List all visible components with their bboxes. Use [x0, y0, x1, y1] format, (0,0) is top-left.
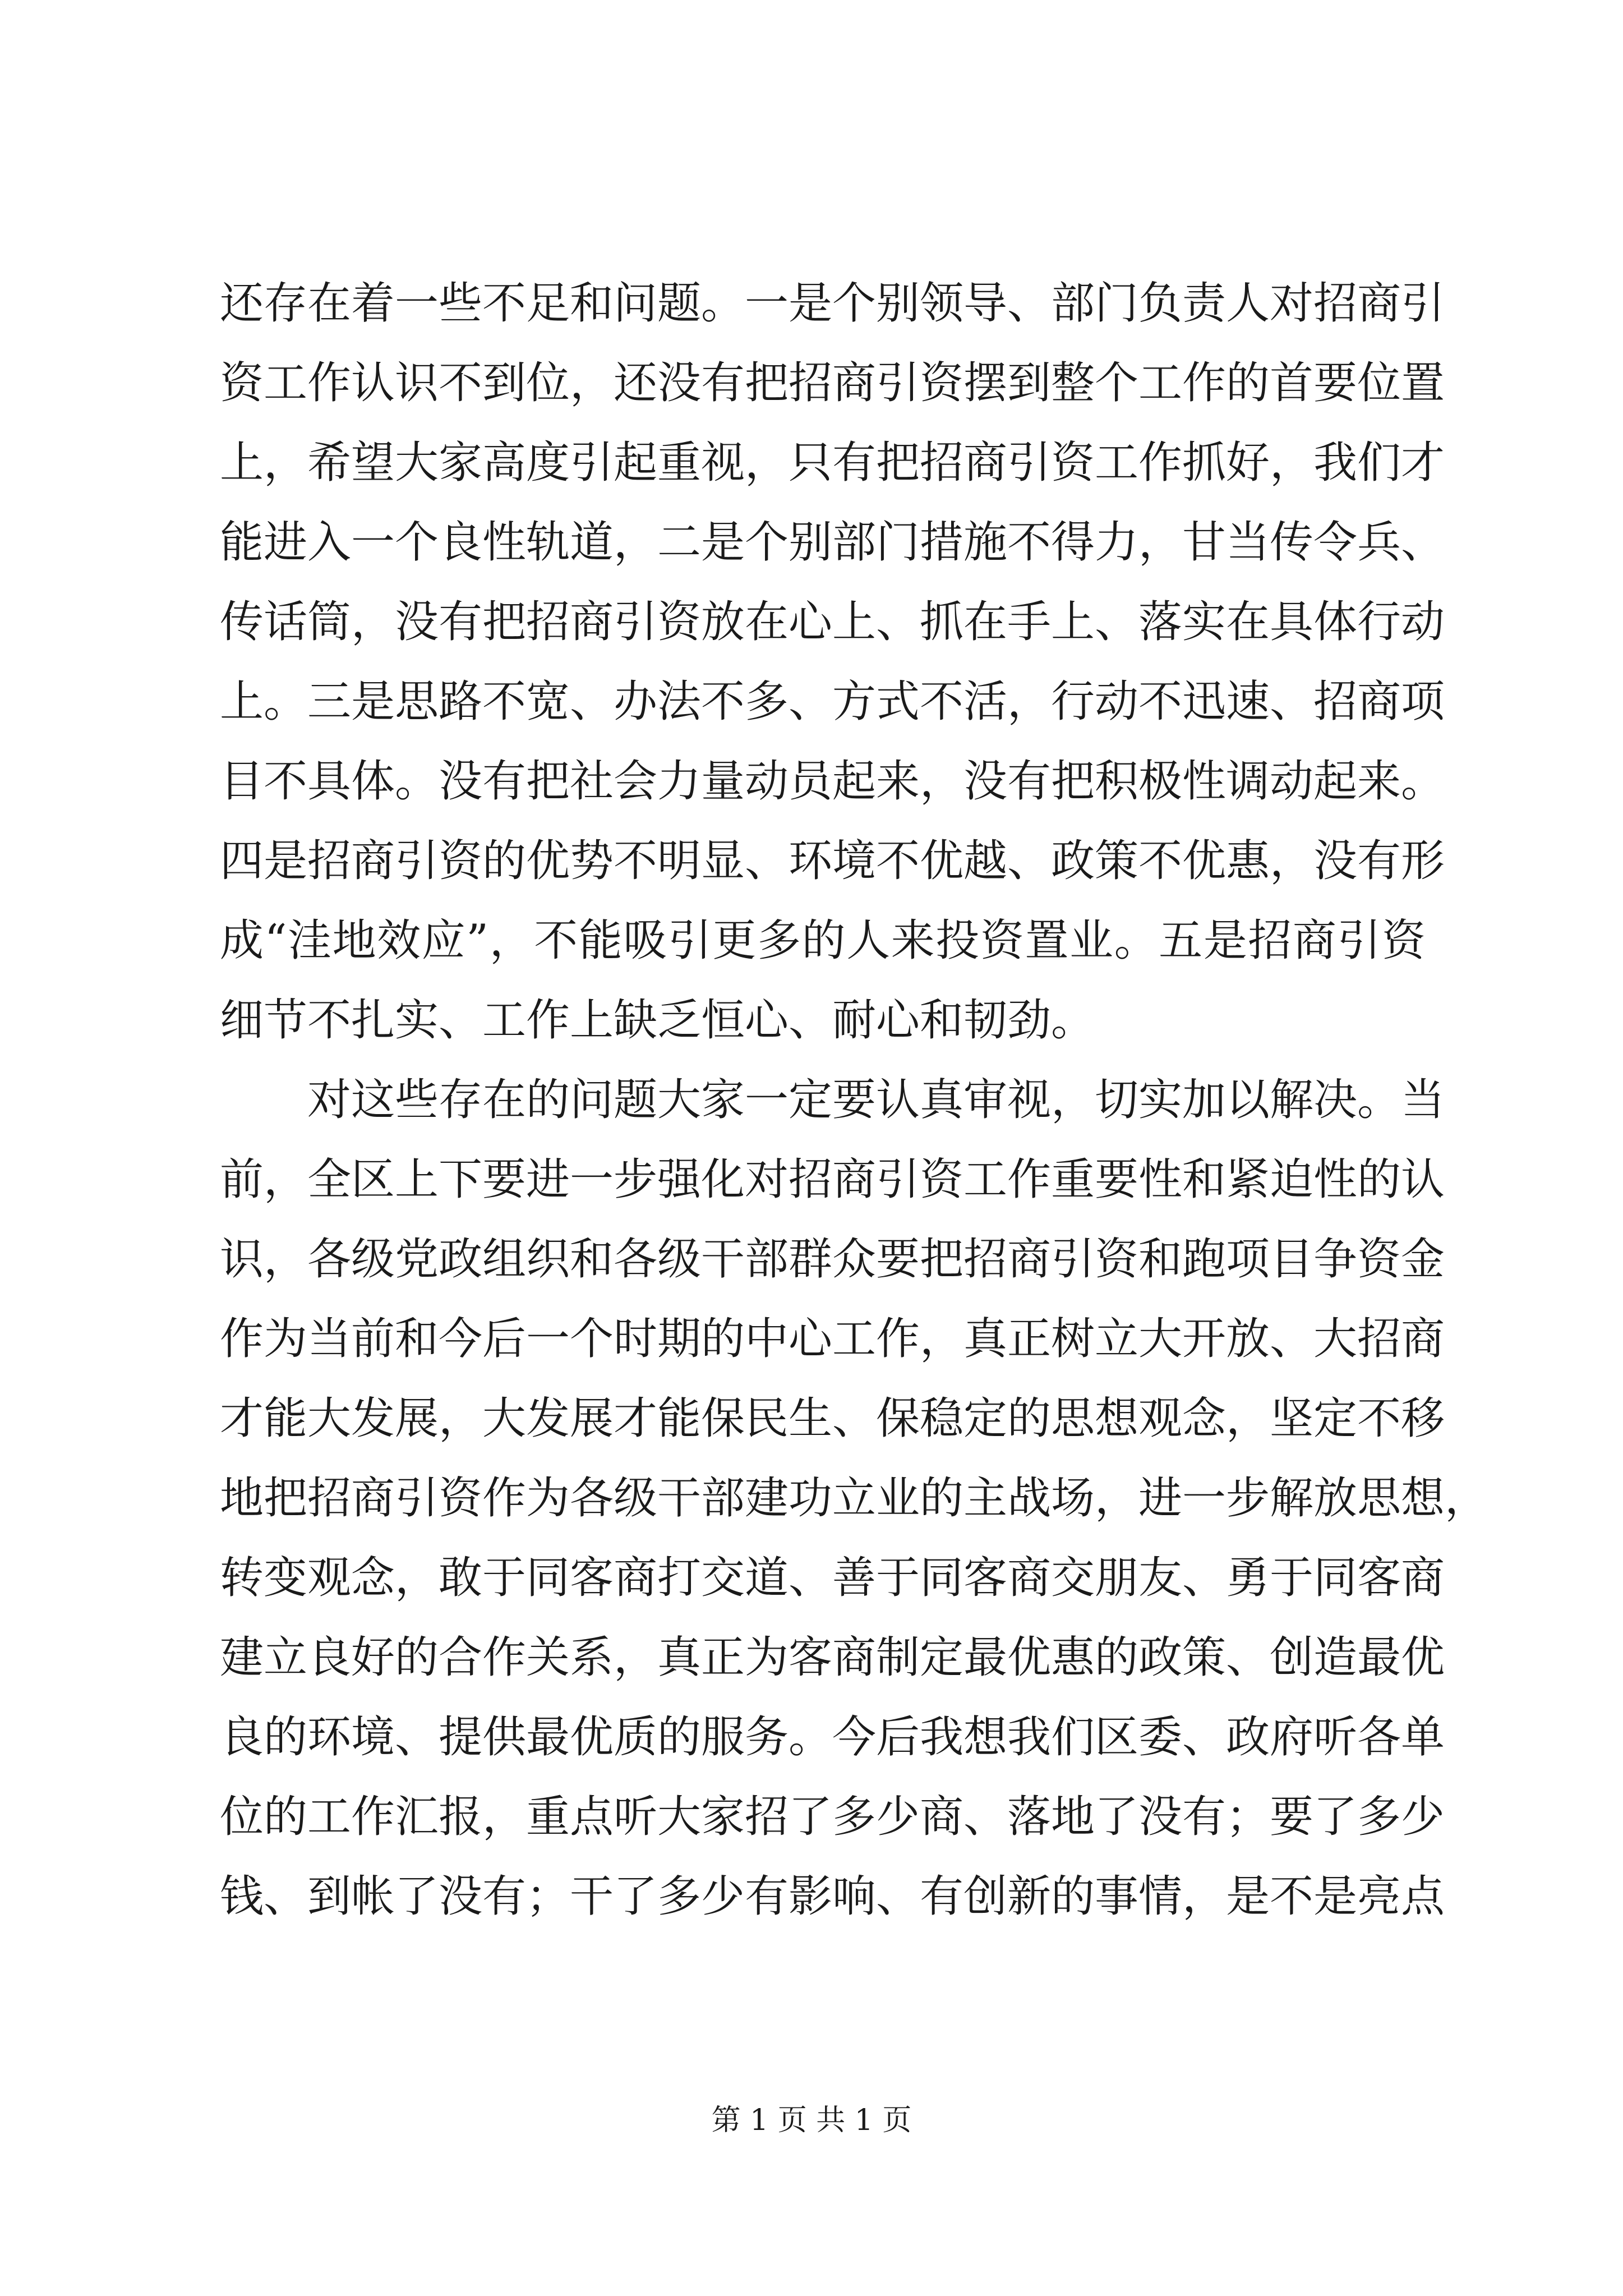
text-line: 四是招商引资的优势不明显、环境不优越、政策不优惠，没有形	[220, 836, 1445, 886]
text-line: 转变观念，敢于同客商打交道、善于同客商交朋友、勇于同客商	[220, 1553, 1445, 1603]
text-line: 位的工作汇报，重点听大家招了多少商、落地了没有；要了多少	[220, 1792, 1445, 1842]
text-line: 对这些存在的问题大家一定要认真审视，切实加以解决。当	[307, 1075, 1445, 1125]
text-line: 上。三是思路不宽、办法不多、方式不活，行动不迅速、招商项	[220, 677, 1445, 727]
text-line: 目不具体。没有把社会力量动员起来，没有把积极性调动起来。	[220, 756, 1445, 807]
paragraph	[220, 264, 1445, 1060]
text-line: 资工作认识不到位，还没有把招商引资摆到整个工作的首要位置	[220, 358, 1445, 408]
text-line: 识，各级党政组织和各级干部群众要把招商引资和跑项目争资金	[220, 1234, 1445, 1285]
text-line: 钱、到帐了没有；干了多少有影响、有创新的事情，是不是亮点	[220, 1871, 1445, 1922]
text-line: 才能大发展，大发展才能保民生、保稳定的思想观念，坚定不移	[220, 1393, 1445, 1444]
text-line: 上，希望大家高度引起重视，只有把招商引资工作抓好，我们才	[220, 438, 1445, 488]
text-line: 建立良好的合作关系，真正为客商制定最优惠的政策、创造最优	[220, 1632, 1445, 1683]
text-line: 传话筒，没有把招商引资放在心上、抓在手上、落实在具体行动	[220, 597, 1445, 647]
page-footer	[0, 2101, 1623, 2140]
page-number-label: 第 1 页 共 1 页	[711, 2104, 912, 2137]
text-line: 地把招商引资作为各级干部建功立业的主战场，进一步解放思想，	[220, 1473, 1489, 1524]
text-line: 作为当前和今后一个时期的中心工作，真正树立大开放、大招商	[220, 1314, 1445, 1364]
paragraph	[220, 1060, 1489, 1936]
text-line: 成“洼地效应”，不能吸引更多的人来投资置业。五是招商引资	[220, 915, 1426, 966]
text-line: 能进入一个良性轨道，二是个别部门措施不得力，甘当传令兵、	[220, 517, 1445, 568]
text-line: 细节不扎实、工作上缺乏恒心、耐心和韧劲。	[220, 995, 1095, 1046]
text-line: 还存在着一些不足和问题。一是个别领导、部门负责人对招商引	[220, 278, 1445, 329]
document-body	[220, 264, 1489, 1936]
text-line: 良的环境、提供最优质的服务。今后我想我们区委、政府听各单	[220, 1712, 1445, 1763]
text-line: 前，全区上下要进一步强化对招商引资工作重要性和紧迫性的认	[220, 1154, 1445, 1205]
